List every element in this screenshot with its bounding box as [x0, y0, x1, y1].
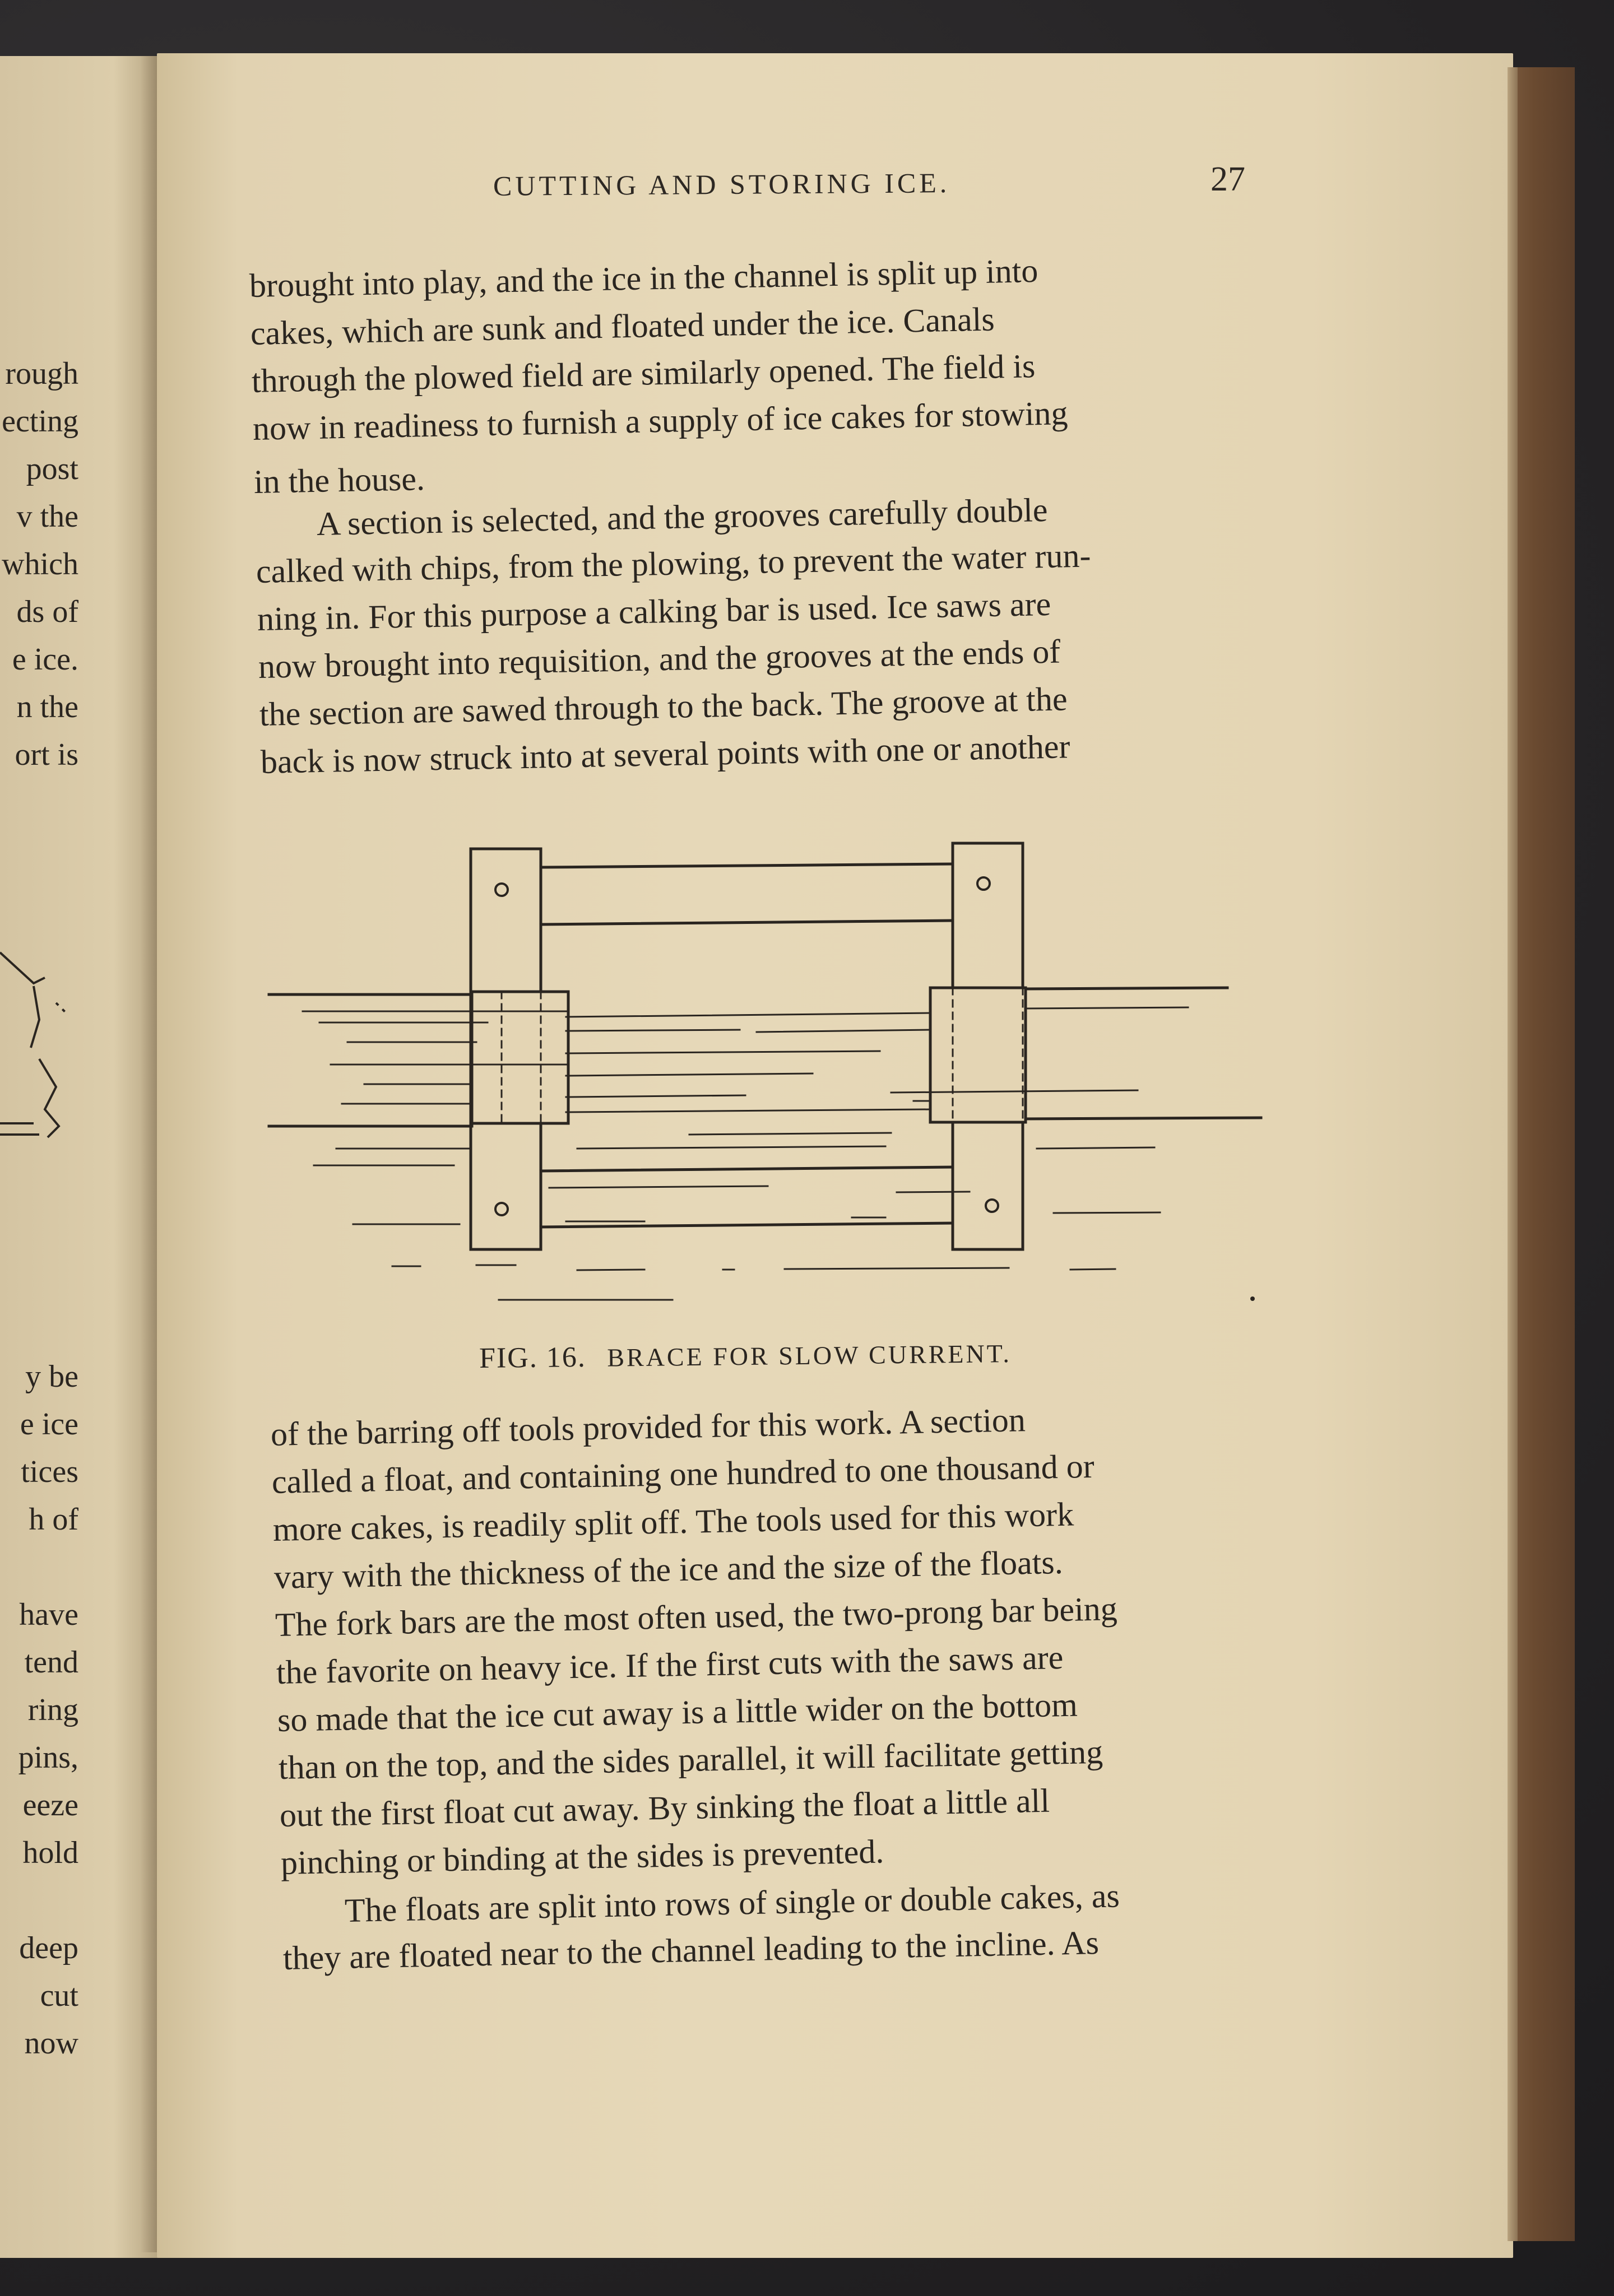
text-line: they are floated near to the channel leading to the incline. As [282, 1924, 1100, 1977]
left-fragment: rough [5, 356, 78, 391]
figure-brace-diagram [263, 829, 1272, 1322]
water-lines [303, 1007, 1188, 1300]
ice-surface-right [1026, 988, 1227, 989]
left-fragment: tend [24, 1645, 78, 1680]
text-line: the section are sawed through to the back. The groove at the [259, 680, 1068, 733]
bottom-crossbar [541, 1167, 953, 1171]
text-line: the favorite on heavy ice. If the first cuts with the saws are [276, 1639, 1064, 1691]
page-edge [1508, 67, 1518, 2241]
left-fragment: have [19, 1597, 78, 1632]
text-line: back is now struck into at several points with one or another [260, 728, 1071, 780]
left-fragment: v the [16, 499, 78, 534]
text-line: now in readiness to furnish a supply of ice cakes for stowing [252, 394, 1069, 447]
left-fragment: ring [27, 1693, 78, 1727]
left-fragment: eeze [22, 1788, 78, 1823]
bolt-hole [986, 1200, 998, 1212]
left-fragment: tices [21, 1454, 78, 1489]
bolt-hole [977, 877, 990, 890]
left-fragment: h of [29, 1502, 78, 1537]
left-fragment: y be [25, 1359, 78, 1394]
left-fragment: ecting [2, 404, 78, 439]
left-fragment: cut [40, 1978, 78, 2013]
left-fragment: ds of [16, 594, 78, 629]
bolt-hole [495, 1203, 508, 1215]
text-line: calked with chips, from the plowing, to prevent the water run- [256, 537, 1091, 590]
right-ice-block [930, 988, 1026, 1122]
text-line: in the house. [253, 460, 425, 500]
left-page-figure-fragment [0, 56, 163, 2258]
book-cover-board [1508, 67, 1575, 2241]
page-number: 27 [1210, 160, 1245, 198]
left-fragment: now [24, 2026, 78, 2061]
left-fragment: ort is [15, 737, 78, 772]
left-fragment: deep [19, 1931, 78, 1965]
text-line: more cakes, is readily split off. The tools used for this work [272, 1495, 1074, 1548]
figure-number: FIG. 16. [479, 1341, 587, 1374]
text-line: brought into play, and the ice in the channel is split up into [249, 252, 1038, 304]
text-line: so made that the ice cut away is a little wider on the bottom [277, 1686, 1078, 1739]
text-line: than on the top, and the sides parallel, it will facilitate getting [278, 1733, 1103, 1786]
text-line: A section is selected, and the grooves carefully double [316, 491, 1048, 542]
bolt-hole [495, 884, 508, 896]
text-line: The fork bars are the most often used, the two-prong bar being [275, 1590, 1118, 1643]
text-line: through the plowed field are similarly opened. The field is [251, 347, 1036, 399]
left-fragment: which [2, 547, 78, 582]
left-fragment: n the [16, 690, 78, 724]
figure-caption [479, 1336, 1012, 1375]
text-line: pinching or binding at the sides is prevented. [280, 1833, 884, 1881]
left-fragment: hold [22, 1835, 78, 1870]
text-line: called a float, and containing one hundred to one thousand or [271, 1447, 1095, 1500]
left-fragment: e ice [20, 1407, 78, 1442]
text-line: out the first float cut away. By sinking the float a little all [279, 1782, 1050, 1834]
left-fragment: pins, [18, 1740, 78, 1775]
running-head: CUTTING AND STORING ICE. [493, 167, 950, 202]
text-line: The floats are split into rows of single or double cakes, as [344, 1877, 1120, 1929]
text-line: ning in. For this purpose a calking bar is used. Ice saws are [257, 585, 1051, 638]
top-crossbar [541, 864, 953, 867]
left-fragment: post [26, 452, 78, 486]
left-fragment: e ice. [12, 642, 78, 677]
ice-bottom-right [1026, 1118, 1261, 1119]
figure-title: BRACE FOR SLOW CURRENT. [607, 1339, 1012, 1372]
text-line: now brought into requisition, and the grooves at the ends of [258, 633, 1061, 685]
text-line: cakes, which are sunk and floated under the ice. Canals [250, 300, 995, 352]
text-line: vary with the thickness of the ice and the size of the floats. [273, 1543, 1064, 1596]
text-line: of the barring off tools provided for this work. A section [270, 1401, 1026, 1453]
left-page [0, 56, 163, 2258]
